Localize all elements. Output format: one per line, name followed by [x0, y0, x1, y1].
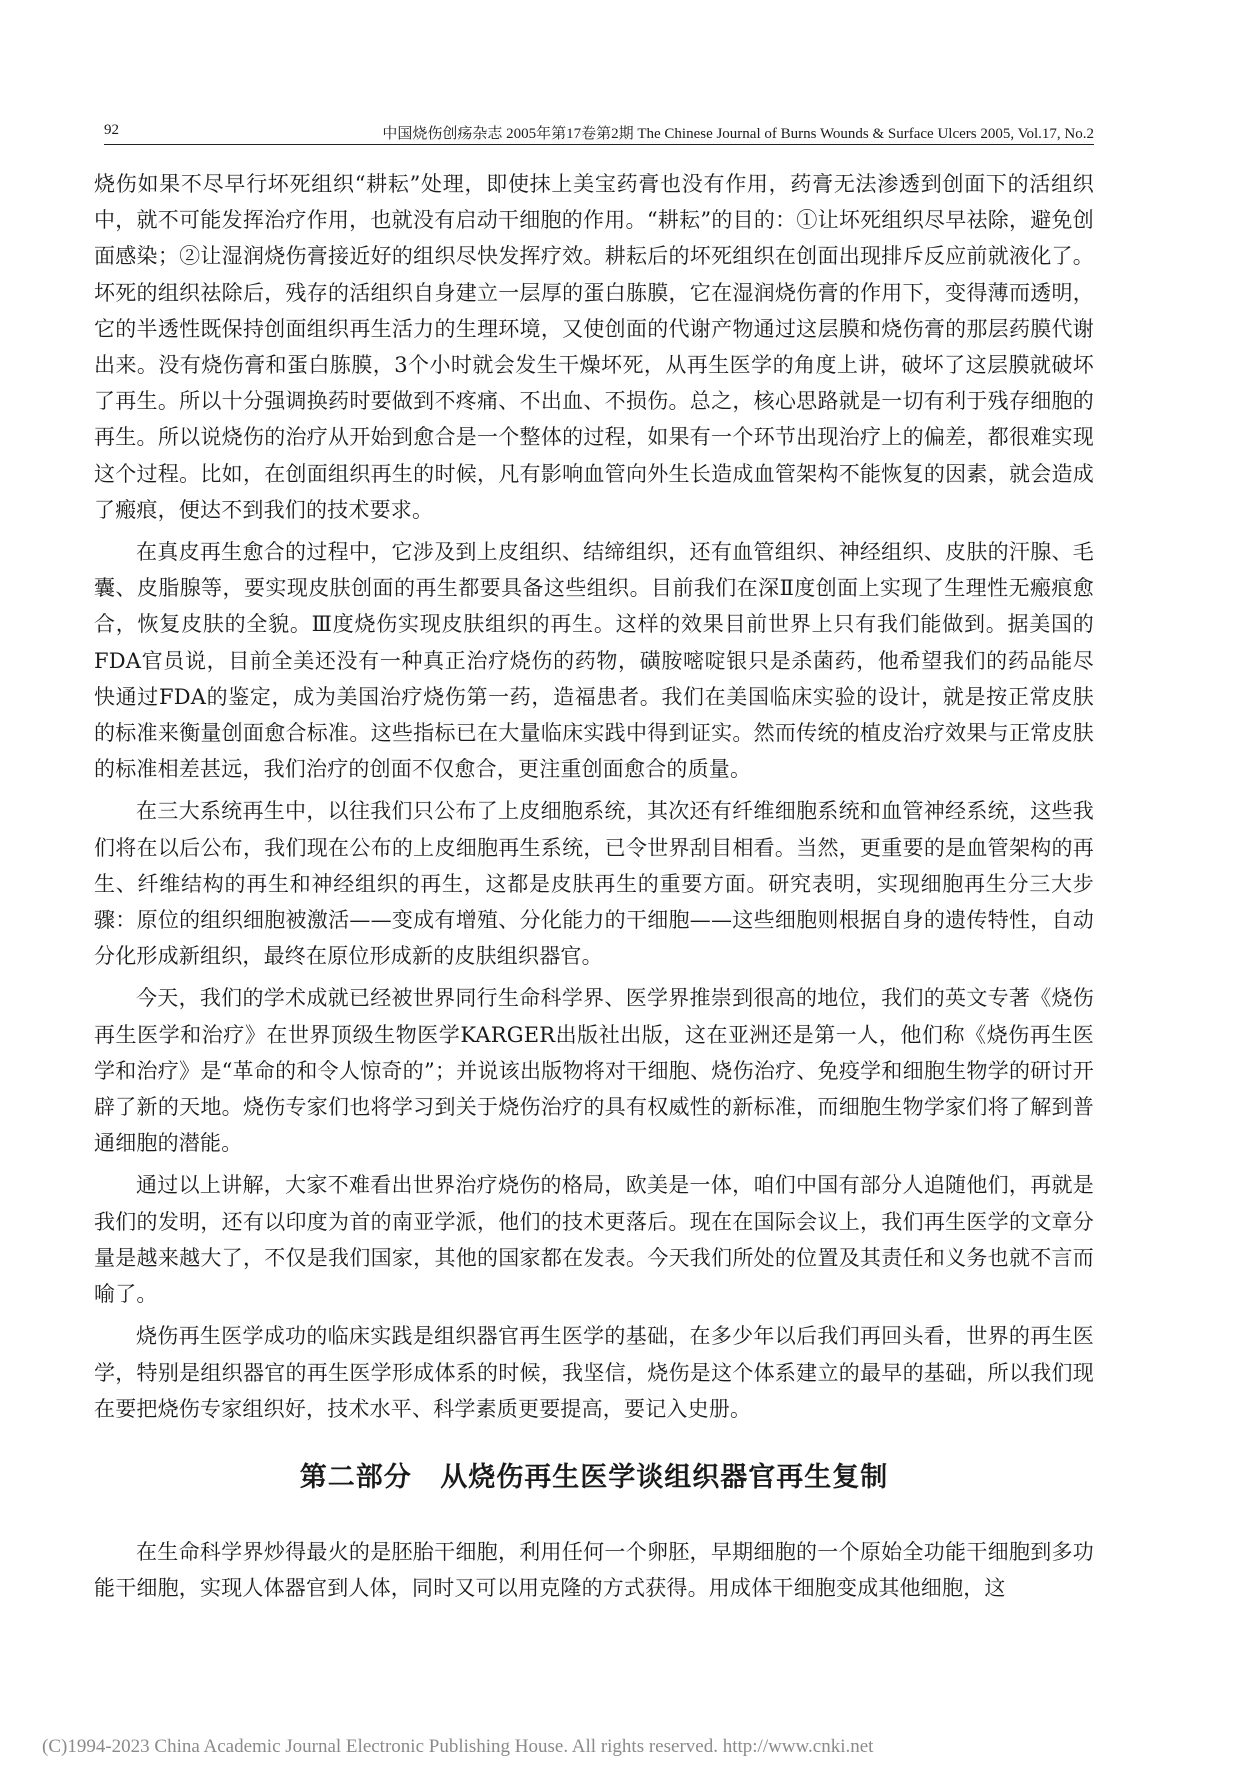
body-paragraph: 在真皮再生愈合的过程中，它涉及到上皮组织、结缔组织，还有血管组织、神经组织、皮肤的汗腺、毛囊、皮脂腺等，要实现皮肤创面的再生都要具备这些组织。目前我们在深Ⅱ度创面上实现了生理性无瘢痕愈合，恢复皮肤的全貌。Ⅲ度烧伤实现皮肤组织的再生。这样的效果目前世界上只有我们能做到。据美国的FDA官员说，目前全美还没有一种真正治疗烧伤的药物，磺胺嘧啶银只是杀菌药，他希望我们的药品能尽快通过FDA的鉴定，成为美国治疗烧伤第一药，造福患者。我们在美国临床实验的设计，就是按正常皮肤的标准来衡量创面愈合标准。这些指标已在大量临床实践中得到证实。然而传统的植皮治疗效果与正常皮肤的标准相差甚远，我们治疗的创面不仅愈合，更注重创面愈合的质量。	[94, 540, 1094, 782]
article-body	[94, 166, 1094, 1612]
body-paragraph: 在生命科学界炒得最火的是胚胎干细胞，利用任何一个卵胚，早期细胞的一个原始全功能干细胞到多功能干细胞，实现人体器官到人体，同时又可以用克隆的方式获得。用成体干细胞变成其他细胞，这	[94, 1539, 1094, 1601]
page-number: 92	[104, 122, 119, 138]
copyright-footer: (C)1994-2023 China Academic Journal Electronic Publishing House. All rights reserved. http://www.cnki.net	[42, 1736, 874, 1757]
section-heading: 第二部分 从烧伤再生医学谈组织器官再生复制	[299, 1461, 889, 1493]
body-paragraph: 通过以上讲解，大家不难看出世界治疗烧伤的格局，欧美是一体，咱们中国有部分人追随他们，再就是我们的发明，还有以印度为首的南亚学派，他们的技术更落后。现在在国际会议上，我们再生医学的文章分量是越来越大了，不仅是我们国家，其他的国家都在发表。今天我们所处的位置及其责任和义务也就不言而喻了。	[94, 1173, 1094, 1307]
body-paragraph: 烧伤再生医学成功的临床实践是组织器官再生医学的基础，在多少年以后我们再回头看，世界的再生医学，特别是组织器官的再生医学形成体系的时候，我坚信，烧伤是这个体系建立的最早的基础，所以我们现在要把烧伤专家组织好，技术水平、科学素质更要提高，要记入史册。	[94, 1324, 1094, 1421]
body-paragraph: 今天，我们的学术成就已经被世界同行生命科学界、医学界推崇到很高的地位，我们的英文专著《烧伤再生医学和治疗》在世界顶级生物医学KARGER出版社出版，这在亚洲还是第一人，他们称《烧伤再生医学和治疗》是“革命的和令人惊奇的”；并说该出版物将对干细胞、烧伤治疗、免疫学和细胞生物学的研讨开辟了新的天地。烧伤专家们也将学习到关于烧伤治疗的具有权威性的新标准，而细胞生物学家们将了解到普通细胞的潜能。	[94, 986, 1094, 1156]
page-header	[104, 118, 1094, 145]
running-head: 中国烧伤创疡杂志 2005年第17卷第2期 The Chinese Journal of Burns Wounds & Surface Ulcers 2005, Vol.17, No.2	[382, 126, 1094, 142]
body-paragraph: 烧伤如果不尽早行坏死组织“耕耘”处理，即使抹上美宝药膏也没有作用，药膏无法渗透到创面下的活组织中，就不可能发挥治疗作用，也就没有启动干细胞的作用。“耕耘”的目的：①让坏死组织尽早祛除，避免创面感染；②让湿润烧伤膏接近好的组织尽快发挥疗效。耕耘后的坏死组织在创面出现排斥反应前就液化了。坏死的组织祛除后，残存的活组织自身建立一层厚的蛋白胨膜，它在湿润烧伤膏的作用下，变得薄而透明，它的半透性既保持创面组织再生活力的生理环境，又使创面的代谢产物通过这层膜和烧伤膏的那层药膜代谢出来。没有烧伤膏和蛋白胨膜，3个小时就会发生干燥坏死，从再生医学的角度上讲，破坏了这层膜就破坏了再生。所以十分强调换药时要做到不疼痛、不出血、不损伤。总之，核心思路就是一切有利于残存细胞的再生。所以说烧伤的治疗从开始到愈合是一个整体的过程，如果有一个环节出现治疗上的偏差，都很难实现这个过程。比如，在创面组织再生的时候，凡有影响血管向外生长造成血管架构不能恢复的因素，就会造成了瘢痕，便达不到我们的技术要求。	[94, 172, 1094, 522]
body-paragraph: 在三大系统再生中，以往我们只公布了上皮细胞系统，其次还有纤维细胞系统和血管神经系统，这些我们将在以后公布，我们现在公布的上皮细胞再生系统，已令世界刮目相看。当然，更重要的是血管架构的再生、纤维结构的再生和神经组织的再生，这都是皮肤再生的重要方面。研究表明，实现细胞再生分三大步骤：原位的组织细胞被激活——变成有增殖、分化能力的干细胞——这些细胞则根据自身的遗传特性，自动分化形成新组织，最终在原位形成新的皮肤组织器官。	[94, 799, 1094, 969]
